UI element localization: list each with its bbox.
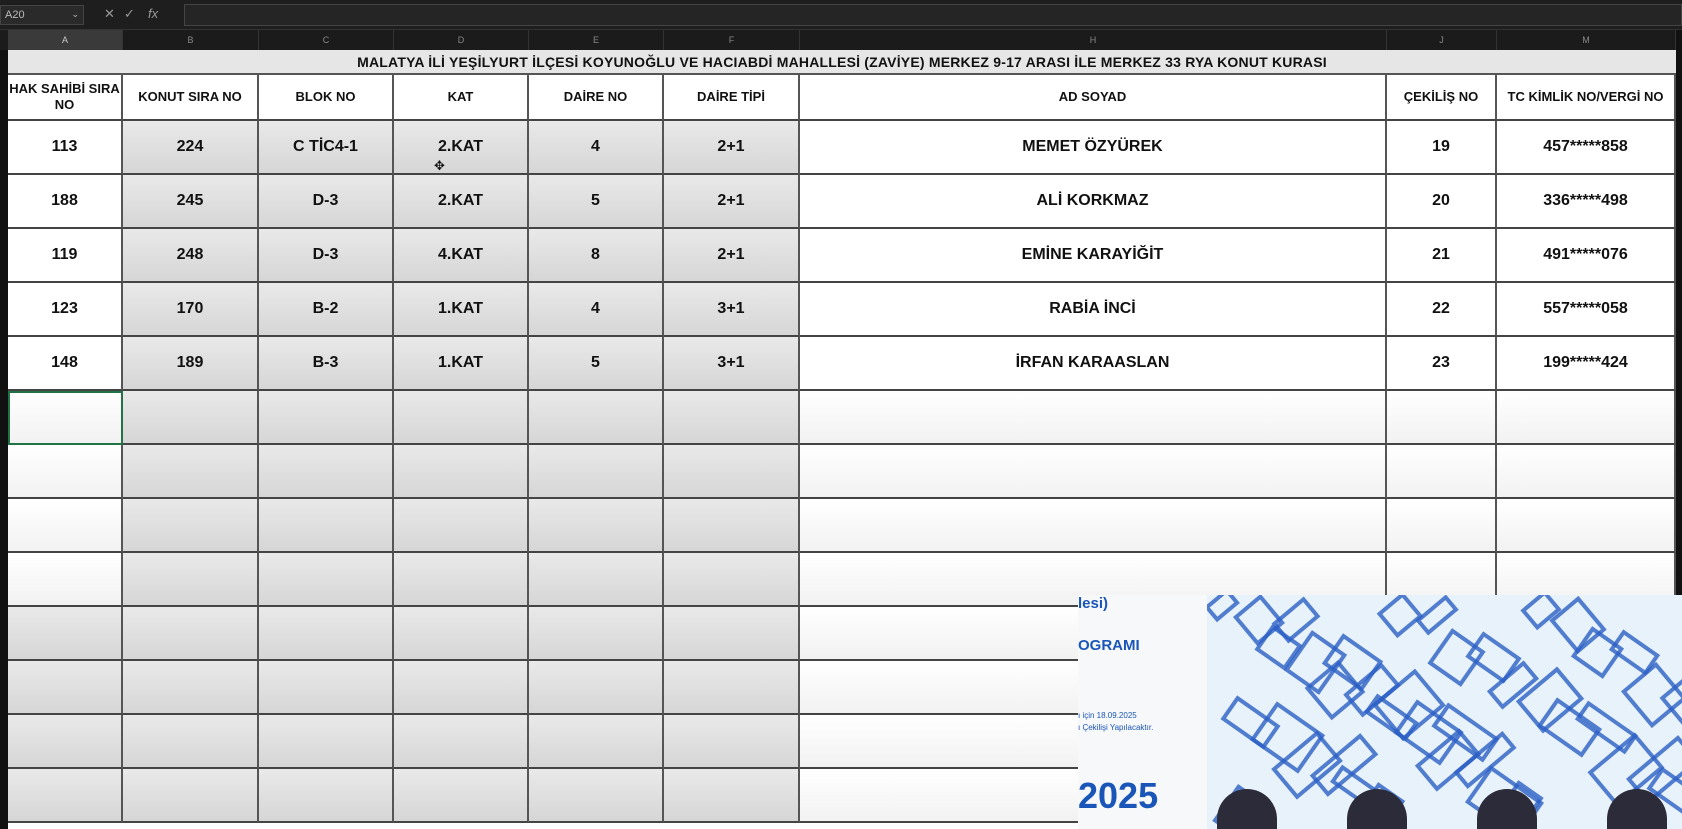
table-cell[interactable]: 2+1 (664, 121, 800, 175)
table-cell[interactable]: 119 (8, 229, 123, 283)
table-cell[interactable]: 188 (8, 175, 123, 229)
empty-cell[interactable] (8, 607, 123, 661)
table-cell[interactable]: 4.KAT (394, 229, 529, 283)
empty-cell[interactable] (8, 499, 123, 553)
empty-cell[interactable] (394, 607, 529, 661)
table-cell[interactable]: 170 (123, 283, 259, 337)
empty-cell[interactable] (123, 607, 259, 661)
table-cell[interactable]: 4 (529, 121, 664, 175)
table-cell[interactable]: 224 (123, 121, 259, 175)
table-cell[interactable]: 21 (1387, 229, 1497, 283)
mouse-cursor-icon: ✥ (434, 158, 445, 173)
column-header-m[interactable]: M (1497, 30, 1676, 50)
function-icon[interactable]: fx (148, 6, 159, 21)
sheet-title: MALATYA İLİ YEŞİLYURT İLÇESİ KOYUNOĞLU VE HACIABDİ MAHALLESİ (ZAVİYE) MERKEZ 9-17 ARASI İLE MERKEZ 33 RYA KONUT KURASI (8, 50, 1676, 75)
table-cell[interactable]: 248 (123, 229, 259, 283)
empty-cell[interactable] (8, 553, 123, 607)
column-header-d[interactable]: D (394, 30, 529, 50)
table-cell[interactable]: D-3 (259, 175, 394, 229)
empty-cell[interactable] (259, 445, 394, 499)
empty-cell[interactable] (529, 445, 664, 499)
table-cell[interactable]: ALİ KORKMAZ (800, 175, 1387, 229)
presentation-slide (1078, 595, 1208, 829)
empty-cell[interactable] (664, 769, 800, 823)
empty-cell[interactable] (1387, 499, 1497, 553)
column-label[interactable]: DAİRE TİPİ (664, 75, 800, 121)
empty-cell[interactable] (8, 715, 123, 769)
name-box[interactable] (0, 5, 84, 25)
table-cell[interactable]: 2+1 (664, 229, 800, 283)
column-label[interactable]: TC KİMLİK NO/VERGİ NO (1497, 75, 1676, 121)
empty-cell[interactable] (8, 769, 123, 823)
table-cell[interactable]: RABİA İNCİ (800, 283, 1387, 337)
empty-cell[interactable] (1497, 391, 1676, 445)
slide-text: lesi) (1078, 595, 1109, 612)
table-cell[interactable]: 557*****058 (1497, 283, 1676, 337)
empty-cell[interactable] (123, 769, 259, 823)
empty-cell[interactable] (529, 499, 664, 553)
table-cell[interactable]: 199*****424 (1497, 337, 1676, 391)
empty-cell[interactable] (394, 499, 529, 553)
table-cell[interactable]: C TİC4-1 (259, 121, 394, 175)
table-cell[interactable]: 2.KAT (394, 121, 529, 175)
empty-cell[interactable] (259, 769, 394, 823)
empty-cell[interactable] (664, 553, 800, 607)
table-cell[interactable]: 123 (8, 283, 123, 337)
table-cell[interactable]: B-2 (259, 283, 394, 337)
empty-cell[interactable] (123, 391, 259, 445)
table-cell[interactable]: 8 (529, 229, 664, 283)
table-cell[interactable]: 336*****498 (1497, 175, 1676, 229)
person-silhouette (1217, 789, 1277, 829)
empty-cell[interactable] (1497, 499, 1676, 553)
table-cell[interactable]: 4 (529, 283, 664, 337)
column-header-c[interactable]: C (259, 30, 394, 50)
empty-cell[interactable] (259, 553, 394, 607)
column-header-h[interactable]: H (800, 30, 1387, 50)
column-label[interactable]: ÇEKİLİŞ NO (1387, 75, 1497, 121)
column-headers (0, 30, 1682, 50)
column-header-f[interactable]: F (664, 30, 800, 50)
empty-cell[interactable] (1387, 391, 1497, 445)
table-cell[interactable]: 189 (123, 337, 259, 391)
confirm-icon[interactable]: ✓ (124, 6, 135, 21)
column-header-e[interactable]: E (529, 30, 664, 50)
chevron-down-icon[interactable]: ⌄ (71, 9, 79, 19)
empty-cell[interactable] (800, 391, 1387, 445)
empty-cell[interactable] (259, 391, 394, 445)
empty-cell[interactable] (394, 661, 529, 715)
cancel-icon[interactable]: ✕ (104, 6, 115, 21)
table-cell[interactable]: 5 (529, 175, 664, 229)
empty-cell[interactable] (259, 499, 394, 553)
table-cell[interactable]: 491*****076 (1497, 229, 1676, 283)
table-cell[interactable]: 2+1 (664, 175, 800, 229)
empty-cell[interactable] (259, 607, 394, 661)
empty-cell[interactable] (529, 715, 664, 769)
map-image (1207, 595, 1682, 829)
empty-cell[interactable] (123, 715, 259, 769)
empty-cell[interactable] (664, 445, 800, 499)
table-cell[interactable]: 2.KAT (394, 175, 529, 229)
empty-cell[interactable] (394, 391, 529, 445)
name-box-value: A20 (5, 9, 25, 21)
table-cell[interactable]: 3+1 (664, 337, 800, 391)
empty-cell[interactable] (1497, 445, 1676, 499)
column-header-j[interactable]: J (1387, 30, 1497, 50)
empty-cell[interactable] (529, 769, 664, 823)
table-cell[interactable]: 1.KAT (394, 337, 529, 391)
empty-cell[interactable] (259, 661, 394, 715)
empty-cell[interactable] (664, 715, 800, 769)
empty-cell[interactable] (800, 499, 1387, 553)
scrollbar[interactable] (1676, 30, 1682, 595)
table-cell[interactable]: 22 (1387, 283, 1497, 337)
slide-heading: OGRAMI (1078, 637, 1140, 654)
table-cell[interactable]: 3+1 (664, 283, 800, 337)
table-cell[interactable]: 23 (1387, 337, 1497, 391)
empty-cell[interactable] (123, 499, 259, 553)
empty-cell[interactable] (664, 499, 800, 553)
table-cell[interactable]: D-3 (259, 229, 394, 283)
empty-cell[interactable] (529, 607, 664, 661)
slide-text: ı için 18.09.2025 (1078, 711, 1137, 720)
empty-cell[interactable] (8, 661, 123, 715)
table-cell[interactable]: B-3 (259, 337, 394, 391)
column-label[interactable]: BLOK NO (259, 75, 394, 121)
column-label[interactable]: HAK SAHİBİ SIRA NO (8, 75, 123, 121)
empty-cell[interactable] (8, 391, 123, 445)
empty-cell[interactable] (529, 661, 664, 715)
table-cell[interactable]: 148 (8, 337, 123, 391)
empty-cell[interactable] (123, 445, 259, 499)
column-header-a[interactable]: A (8, 30, 123, 50)
empty-cell[interactable] (394, 715, 529, 769)
table-cell[interactable]: MEMET ÖZYÜREK (800, 121, 1387, 175)
column-label[interactable]: KAT (394, 75, 529, 121)
table-cell[interactable]: EMİNE KARAYİĞİT (800, 229, 1387, 283)
table-cell[interactable]: 113 (8, 121, 123, 175)
table-cell[interactable]: 19 (1387, 121, 1497, 175)
empty-cell[interactable] (664, 607, 800, 661)
formula-input[interactable] (184, 4, 1682, 26)
empty-cell[interactable] (529, 553, 664, 607)
empty-cell[interactable] (1387, 445, 1497, 499)
empty-cell[interactable] (123, 661, 259, 715)
empty-cell[interactable] (394, 553, 529, 607)
column-label[interactable]: DAİRE NO (529, 75, 664, 121)
empty-cell[interactable] (664, 391, 800, 445)
video-overlay (1078, 595, 1682, 829)
table-cell[interactable]: İRFAN KARAASLAN (800, 337, 1387, 391)
empty-cell[interactable] (259, 715, 394, 769)
column-label[interactable]: KONUT SIRA NO (123, 75, 259, 121)
table-cell[interactable]: 20 (1387, 175, 1497, 229)
slide-text: ı Çekilişi Yapılacaktır. (1078, 723, 1154, 732)
empty-cell[interactable] (394, 445, 529, 499)
empty-cell[interactable] (394, 769, 529, 823)
column-label[interactable]: AD SOYAD (800, 75, 1387, 121)
table-cell[interactable]: 245 (123, 175, 259, 229)
table-cell[interactable]: 457*****858 (1497, 121, 1676, 175)
empty-cell[interactable] (800, 445, 1387, 499)
empty-cell[interactable] (664, 661, 800, 715)
table-cell[interactable]: 1.KAT (394, 283, 529, 337)
column-header-b[interactable]: B (123, 30, 259, 50)
empty-cell[interactable] (123, 553, 259, 607)
empty-cell[interactable] (8, 445, 123, 499)
table-cell[interactable]: 5 (529, 337, 664, 391)
formula-bar (0, 0, 1682, 30)
empty-cell[interactable] (529, 391, 664, 445)
slide-year: 2025 (1078, 775, 1159, 816)
map-building (1377, 595, 1424, 638)
